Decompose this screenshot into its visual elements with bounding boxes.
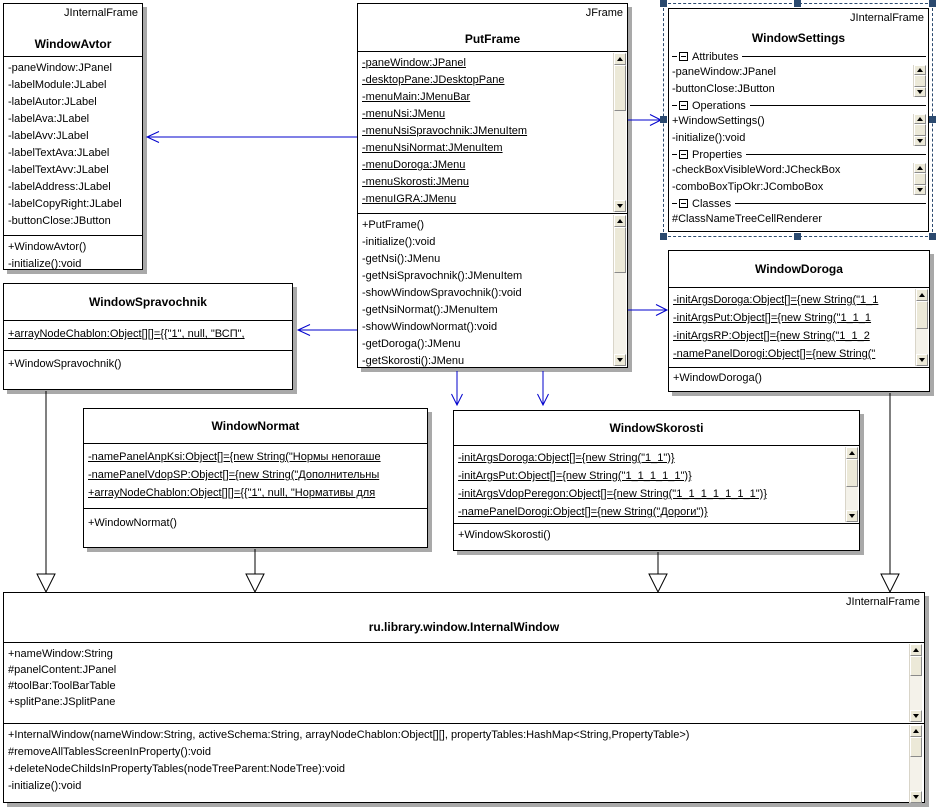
scrollbar-thumb[interactable] (914, 75, 926, 87)
arrow-down-icon (617, 204, 623, 208)
scroll-up-button[interactable] (910, 644, 922, 656)
class-row[interactable]: #ClassNameTreeCellRenderer (672, 213, 822, 225)
operation-row[interactable]: -getSkorosti():JMenu (362, 355, 465, 367)
operation-row[interactable]: -showWindowSpravochnik():void (362, 287, 522, 299)
selection-handle-bottom-right[interactable] (929, 233, 936, 240)
attribute-row[interactable]: -menuNsi:JMenu (362, 108, 446, 120)
attribute-row[interactable]: +splitPane:JSplitPane (8, 696, 116, 708)
dependency-putframe-to-windownormat[interactable] (452, 371, 463, 405)
attribute-row[interactable]: -labelAddress:JLabel (8, 181, 111, 193)
scrollbar-thumb[interactable] (914, 173, 926, 185)
selection-handle-bottom-center[interactable] (794, 233, 801, 240)
attribute-row[interactable]: -initArgsRP:Object[]={new String("1_1_2 (673, 330, 870, 342)
class-header (4, 284, 292, 321)
scroll-down-button[interactable] (914, 136, 926, 146)
attribute-row[interactable]: -initArgsVdopPeregon:Object[]={new String("1_1_1_1_1_1_1")} (458, 488, 767, 500)
attribute-row[interactable]: -labelTextAvv:JLabel (8, 164, 109, 176)
scrollbar-thumb[interactable] (846, 459, 858, 487)
attribute-row[interactable]: -namePanelDorogi:Object[]={new String(" (673, 348, 876, 360)
attributes-compartment (4, 643, 924, 724)
class-title[interactable]: WindowSkorosti (609, 421, 704, 435)
divider (735, 203, 926, 204)
collapse-icon[interactable] (679, 52, 688, 61)
arrow-up-icon (913, 729, 919, 733)
scrollbar-thumb[interactable] (910, 737, 922, 757)
scrollbar-track[interactable] (846, 487, 858, 510)
class-header (358, 4, 627, 52)
class-window-avtor[interactable] (3, 3, 143, 270)
operation-row[interactable]: +InternalWindow(nameWindow:String, activeSchema:String, arrayNodeChablon:Object[][], propertyTables:HashMap<String,PropertyTable>) (8, 729, 690, 741)
divider (742, 56, 926, 57)
generalization-windowspravochnik-to-internalwindow[interactable] (37, 391, 55, 592)
attribute-row[interactable]: -buttonClose:JButton (672, 83, 775, 95)
dependency-putframe-to-windowavtor[interactable] (147, 132, 357, 143)
scrollbar-track[interactable] (614, 111, 626, 200)
scroll-up-button[interactable] (614, 53, 626, 65)
attributes-compartment (669, 288, 929, 368)
class-title[interactable]: WindowSpravochnik (89, 295, 207, 309)
attribute-row[interactable]: +arrayNodeChablon:Object[][]={{"1", null, "ВСП", (8, 328, 245, 340)
arrow-up-icon (913, 648, 919, 652)
class-header (4, 4, 142, 57)
attribute-row[interactable]: -buttonClose:JButton (8, 215, 111, 227)
operation-row[interactable]: -initialize():void (8, 780, 82, 792)
stereotype-label: JInternalFrame (64, 7, 138, 19)
scroll-up-button[interactable] (914, 65, 926, 75)
operation-row[interactable]: -initialize():void (8, 258, 82, 269)
divider (672, 56, 677, 57)
divider (672, 105, 677, 106)
scroll-up-button[interactable] (916, 289, 928, 301)
property-row[interactable]: -checkBoxVisibleWord:JCheckBox (672, 164, 841, 176)
generalization-windownormat-to-internalwindow[interactable] (246, 549, 264, 592)
collapse-icon[interactable] (679, 199, 688, 208)
attribute-row[interactable]: -desktopPane:JDesktopPane (362, 74, 505, 86)
dependency-putframe-to-windowspravochnik[interactable] (298, 325, 357, 336)
attributes-compartment (4, 57, 142, 236)
operations-compartment (358, 214, 627, 367)
group-header-attributes[interactable] (669, 49, 928, 64)
operations-compartment (4, 724, 924, 804)
arrow-up-icon (917, 68, 923, 72)
scroll-down-button[interactable] (910, 791, 922, 803)
operations-compartment (84, 509, 427, 547)
group-items (669, 113, 928, 147)
scrollbar-thumb[interactable] (614, 65, 626, 111)
arrow-down-icon (913, 714, 919, 718)
operations-compartment (4, 351, 292, 389)
vertical-scrollbar[interactable] (613, 215, 626, 366)
divider (750, 105, 926, 106)
generalization-windowdoroga-to-internalwindow[interactable] (881, 393, 899, 592)
attribute-row[interactable]: -labelAutor:JLabel (8, 96, 97, 108)
scroll-down-button[interactable] (614, 200, 626, 212)
group-header-properties[interactable] (669, 147, 928, 162)
arrow-up-icon (849, 451, 855, 455)
attribute-row[interactable]: -namePanelDorogi:Object[]={new String("Дороги")} (458, 506, 708, 518)
class-header (4, 593, 924, 643)
arrow-up-icon (919, 293, 925, 297)
scrollbar-thumb[interactable] (916, 301, 928, 329)
class-title[interactable]: WindowAvtor (34, 37, 112, 51)
class-title[interactable]: WindowSettings (751, 31, 846, 45)
attribute-row[interactable]: -initArgsDoroga:Object[]={new String("1_1 (673, 294, 879, 306)
attributes-compartment (4, 321, 292, 351)
arrow-down-icon (919, 358, 925, 362)
class-put-frame[interactable] (357, 3, 628, 368)
collapse-icon[interactable] (679, 150, 688, 159)
vertical-scrollbar[interactable] (845, 447, 858, 522)
attribute-row[interactable]: -menuMain:JMenuBar (362, 91, 471, 103)
operation-row[interactable]: +WindowSettings() (672, 115, 765, 127)
arrow-down-icon (913, 795, 919, 799)
attribute-row[interactable]: -labelTextAva:JLabel (8, 147, 110, 159)
operations-compartment (454, 524, 859, 550)
attribute-row[interactable]: -menuSkorosti:JMenu (362, 176, 469, 188)
vertical-scrollbar[interactable] (913, 114, 926, 146)
class-window-doroga[interactable] (668, 250, 930, 392)
group-label: Attributes (692, 50, 739, 63)
vertical-scrollbar[interactable] (613, 53, 626, 212)
class-internal-window[interactable] (3, 592, 925, 803)
arrow-up-icon (917, 117, 923, 121)
attribute-row[interactable]: -labelModule:JLabel (8, 79, 107, 91)
attributes-compartment (84, 444, 427, 509)
group-items (669, 64, 928, 98)
attribute-row[interactable]: -namePanelAnpKsi:Object[]={new String("Нормы непогаше (88, 451, 381, 463)
stereotype-label: JInternalFrame (850, 12, 924, 24)
scrollbar-track[interactable] (614, 273, 626, 354)
group-label: Operations (692, 99, 746, 112)
dependency-putframe-to-windowdoroga[interactable] (628, 305, 667, 316)
scroll-down-button[interactable] (914, 87, 926, 97)
selection-handle-top-center[interactable] (794, 0, 801, 7)
stereotype-label: JFrame (585, 7, 623, 19)
scrollbar-track[interactable] (916, 329, 928, 354)
class-title[interactable]: WindowDoroga (755, 262, 843, 276)
attribute-row[interactable]: -menuIGRA:JMenu (362, 193, 457, 205)
arrow-down-icon (917, 139, 923, 143)
operations-compartment (4, 236, 142, 269)
class-title[interactable]: WindowNormat (211, 419, 300, 433)
attribute-row[interactable]: #toolBar:ToolBarTable (8, 680, 116, 692)
attribute-row[interactable]: -labelAvv:JLabel (8, 130, 89, 142)
class-window-settings[interactable] (668, 8, 929, 232)
class-header (669, 251, 929, 288)
selection-handle-middle-right[interactable] (929, 116, 936, 123)
class-header (454, 411, 859, 446)
attribute-row[interactable]: -initArgsDoroga:Object[]={new String("1_1")} (458, 452, 675, 464)
vertical-scrollbar[interactable] (909, 725, 922, 803)
operation-row[interactable]: -showWindowNormat():void (362, 321, 498, 333)
arrow-down-icon (849, 514, 855, 518)
scroll-down-button[interactable] (914, 185, 926, 195)
divider (672, 154, 677, 155)
scroll-up-button[interactable] (914, 163, 926, 173)
class-title[interactable]: PutFrame (464, 32, 521, 46)
scroll-down-button[interactable] (846, 510, 858, 522)
divider (746, 154, 926, 155)
scrollbar-thumb[interactable] (914, 124, 926, 136)
dependency-putframe-to-windowsettings[interactable] (628, 115, 661, 126)
operation-row[interactable]: -getNsiSpravochnik():JMenuItem (362, 270, 523, 282)
attribute-row[interactable]: -initArgsPut:Object[]={new String("1_1_1 (673, 312, 872, 324)
attribute-row[interactable]: -labelAva:JLabel (8, 113, 90, 125)
arrow-down-icon (917, 90, 923, 94)
attribute-row[interactable]: -menuNsiNormat:JMenuItem (362, 142, 503, 154)
attribute-row[interactable]: -paneWindow:JPanel (672, 66, 776, 78)
group-label: Properties (692, 148, 743, 161)
class-window-spravochnik[interactable] (3, 283, 293, 390)
operation-row[interactable]: +WindowSpravochnik() (8, 358, 122, 370)
scroll-down-button[interactable] (916, 354, 928, 366)
attribute-row[interactable]: #panelContent:JPanel (8, 664, 117, 676)
scroll-up-button[interactable] (614, 215, 626, 227)
operation-row[interactable]: +PutFrame() (362, 219, 425, 231)
scrollbar-track[interactable] (910, 676, 922, 710)
vertical-scrollbar[interactable] (913, 65, 926, 97)
scroll-up-button[interactable] (914, 114, 926, 124)
operation-row[interactable]: +deleteNodeChildsInPropertyTables(nodeTreeParent:NodeTree):void (8, 763, 346, 775)
group-label: Classes (692, 197, 732, 210)
class-header (669, 9, 928, 49)
operation-row[interactable]: -initialize():void (362, 236, 436, 248)
operation-row[interactable]: +WindowDoroga() (673, 372, 762, 384)
property-row[interactable]: -comboBoxTipOkr:JComboBox (672, 181, 824, 193)
operation-row[interactable]: +WindowSkorosti() (458, 529, 551, 541)
scrollbar-thumb[interactable] (910, 656, 922, 676)
vertical-scrollbar[interactable] (915, 289, 928, 366)
operation-row[interactable]: #removeAllTablesScreenInProperty():void (8, 746, 211, 758)
generalization-windowskorosti-to-internalwindow[interactable] (649, 552, 667, 592)
arrow-up-icon (617, 219, 623, 223)
scrollbar-thumb[interactable] (614, 227, 626, 273)
arrow-down-icon (617, 358, 623, 362)
collapse-icon[interactable] (679, 101, 688, 110)
group-items (669, 162, 928, 196)
operation-row[interactable]: -initialize():void (672, 132, 746, 144)
vertical-scrollbar[interactable] (913, 163, 926, 195)
scroll-down-button[interactable] (910, 710, 922, 722)
scroll-up-button[interactable] (910, 725, 922, 737)
selection-handle-bottom-left[interactable] (660, 233, 667, 240)
group-header-classes[interactable] (669, 196, 928, 211)
attribute-row[interactable]: -paneWindow:JPanel (362, 57, 466, 69)
attributes-compartment (454, 446, 859, 524)
attribute-row[interactable]: +nameWindow:String (8, 648, 113, 660)
vertical-scrollbar[interactable] (909, 644, 922, 722)
selection-handle-top-left[interactable] (660, 0, 667, 7)
attribute-row[interactable]: -labelCopyRight:JLabel (8, 198, 122, 210)
arrow-up-icon (617, 57, 623, 61)
arrow-down-icon (917, 188, 923, 192)
scroll-up-button[interactable] (846, 447, 858, 459)
attribute-row[interactable]: -paneWindow:JPanel (8, 62, 112, 74)
selection-handle-middle-left[interactable] (660, 116, 667, 123)
attribute-row[interactable]: -initArgsPut:Object[]={new String("1_1_1_1_1")} (458, 470, 692, 482)
scroll-down-button[interactable] (614, 354, 626, 366)
class-window-normat[interactable] (83, 408, 428, 548)
divider (672, 203, 677, 204)
attribute-row[interactable]: -namePanelVdopSP:Object[]={new String("Дополнительны (88, 469, 380, 481)
attribute-row[interactable]: -menuDoroga:JMenu (362, 159, 466, 171)
arrow-up-icon (917, 166, 923, 170)
operation-row[interactable]: +WindowNormat() (88, 517, 177, 529)
operation-row[interactable]: -getNsi():JMenu (362, 253, 441, 265)
stereotype-label: JInternalFrame (846, 596, 920, 608)
operation-row[interactable]: -getNsiNormat():JMenuItem (362, 304, 498, 316)
class-header (84, 409, 427, 444)
selection-handle-top-right[interactable] (929, 0, 936, 7)
group-items (669, 211, 928, 229)
operation-row[interactable]: +WindowAvtor() (8, 241, 87, 253)
scrollbar-track[interactable] (910, 757, 922, 791)
operation-row[interactable]: -getDoroga():JMenu (362, 338, 461, 350)
class-title[interactable]: ru.library.window.InternalWindow (368, 620, 560, 634)
attributes-compartment (358, 52, 627, 214)
attribute-row[interactable]: +arrayNodeChablon:Object[][]={{"1", null, "Нормативы для (88, 487, 376, 499)
group-header-operations[interactable] (669, 98, 928, 113)
dependency-putframe-to-windowskorosti[interactable] (538, 371, 549, 405)
attribute-row[interactable]: -menuNsiSpravochnik:JMenuItem (362, 125, 528, 137)
class-window-skorosti[interactable] (453, 410, 860, 551)
operations-compartment (669, 368, 929, 391)
